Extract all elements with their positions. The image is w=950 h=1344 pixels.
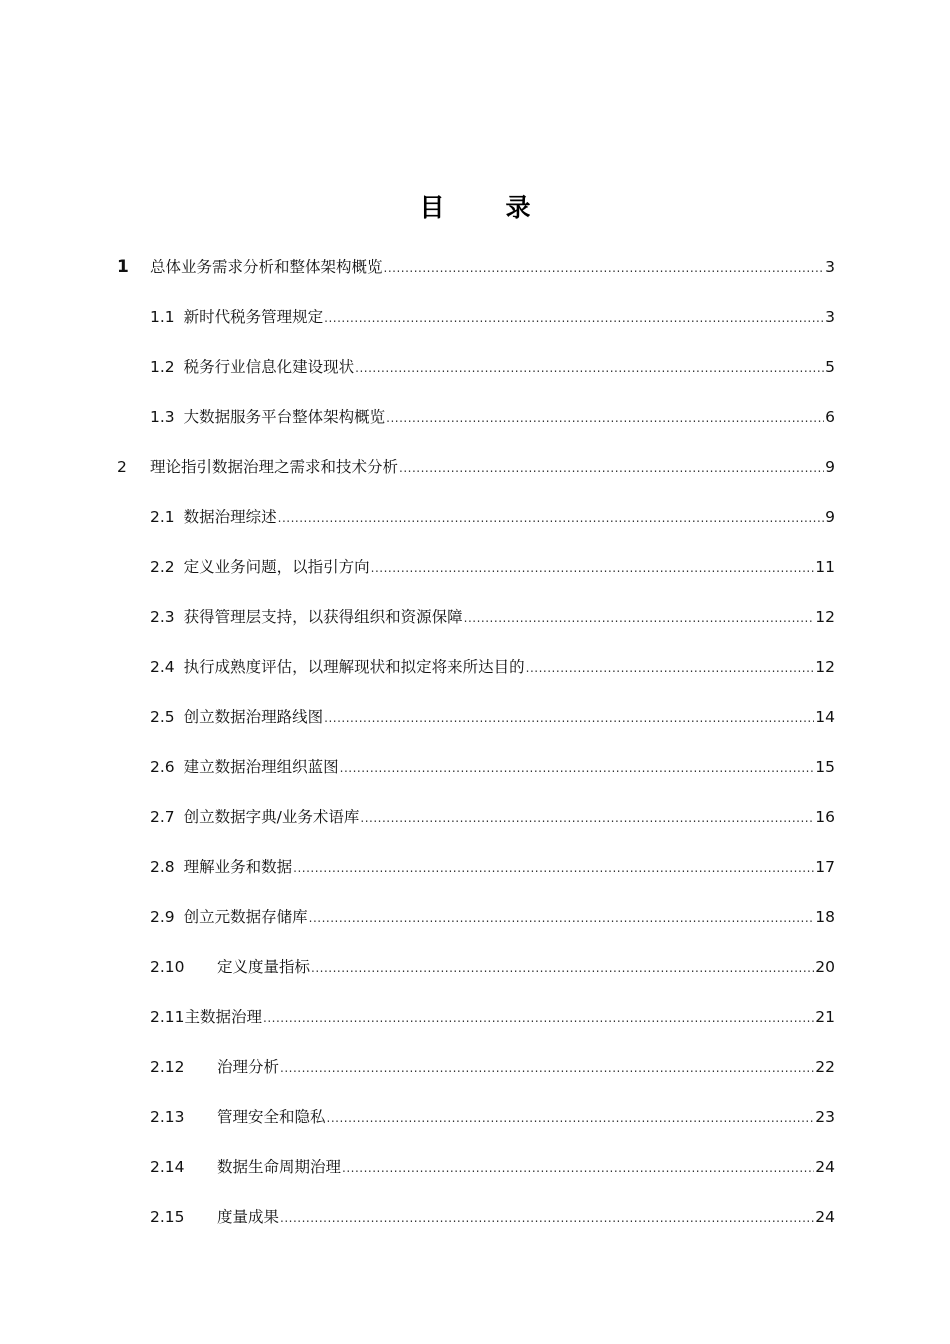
toc-entry-page: 12 [815,608,835,626]
toc-entry-page: 14 [815,708,835,726]
dot-leader [384,253,825,283]
toc-entry[interactable] [117,1202,835,1232]
toc-entry-text: 执行成熟度评估，以理解现状和拟定将来所达目的 [183,658,525,676]
toc-entry-page: 9 [825,508,835,526]
dot-leader [355,353,824,383]
dot-leader [399,453,824,483]
toc-entry-page: 5 [825,358,835,376]
toc-entry[interactable] [117,802,835,832]
toc-entry-text: 总体业务需求分析和整体架构概览 [150,258,383,276]
toc-entry-page: 6 [825,408,835,426]
toc-entry-text: 度量成果 [217,1208,280,1226]
toc-entry-page: 15 [815,758,835,776]
toc-entry[interactable] [117,852,835,882]
toc-entry-text: 数据治理综述 [183,508,277,526]
toc-title: 目 录 [419,193,549,222]
dot-leader [324,303,824,333]
toc-entry[interactable] [117,652,835,682]
dot-leader [526,653,815,683]
toc-entry-number: 2.10 [150,958,185,976]
dot-leader [280,1053,814,1083]
toc-entry-number: 2.2 [150,558,175,576]
toc-entry[interactable] [117,902,835,932]
dot-leader [464,603,815,633]
toc-entry-page: 9 [825,458,835,476]
toc-entry-text: 创立数据治理路线图 [183,708,324,726]
dot-leader [309,903,815,933]
toc-entry-number: 2.4 [150,658,175,676]
toc-entry-text: 定义业务问题，以指引方向 [183,558,370,576]
dot-leader [324,703,814,733]
toc-entry-text: 数据生命周期治理 [217,1158,342,1176]
toc-entry[interactable] [117,1102,835,1132]
toc-entry-text: 税务行业信息化建设现状 [183,358,355,376]
dot-leader [342,1153,814,1183]
toc-entry-page: 18 [815,908,835,926]
toc-entry-text: 理论指引数据治理之需求和技术分析 [150,458,399,476]
toc-entry-number: 2.12 [150,1058,185,1076]
toc-entry-page: 3 [825,308,835,326]
toc-entry-page: 11 [815,558,835,576]
toc-entry-text: 主数据治理 [184,1008,263,1026]
toc-entry-page: 17 [815,858,835,876]
dot-leader [263,1003,814,1033]
toc-entry[interactable] [117,702,835,732]
toc-entry-text: 管理安全和隐私 [217,1108,326,1126]
toc-entry-page: 20 [815,958,835,976]
dot-leader [311,953,814,983]
toc-entry-page: 21 [815,1008,835,1026]
toc-entry-page: 24 [815,1158,835,1176]
toc-entry-number: 2.1 [150,508,175,526]
toc-entry[interactable] [117,1052,835,1082]
toc-entry-page: 23 [815,1108,835,1126]
toc-entry-page: 16 [815,808,835,826]
toc-entry[interactable] [117,752,835,782]
dot-leader [327,1103,815,1133]
toc-entry-page: 24 [815,1208,835,1226]
toc-entry[interactable] [117,352,835,382]
toc-entry[interactable] [117,1002,835,1032]
toc-entry-text: 获得管理层支持，以获得组织和资源保障 [183,608,463,626]
dot-leader [371,553,815,583]
toc-entry-text: 创立数据字典/业务术语库 [183,808,360,826]
toc-entry-number: 2.3 [150,608,175,626]
toc-entry[interactable] [117,252,835,282]
toc-entry[interactable] [117,602,835,632]
toc-entry-page: 12 [815,658,835,676]
toc-entry[interactable] [117,402,835,432]
toc-entry-text: 定义度量指标 [217,958,311,976]
toc-entry-number: 2.8 [150,858,175,876]
dot-leader [386,403,824,433]
toc-entry-number: 2.13 [150,1108,185,1126]
toc-entry-text: 大数据服务平台整体架构概览 [183,408,386,426]
toc-entry-text: 理解业务和数据 [183,858,293,876]
toc-entry-number: 2.11 [150,1008,185,1026]
toc-entry[interactable] [117,1152,835,1182]
toc-entry-number: 1.1 [150,308,175,326]
toc-entry[interactable] [117,452,835,482]
toc-entry-number: 2 [117,458,127,476]
toc-entry-number: 2.5 [150,708,175,726]
toc-entry-text: 建立数据治理组织蓝图 [183,758,339,776]
toc-entry[interactable] [117,952,835,982]
toc-entry-number: 1.3 [150,408,175,426]
toc-entry-number: 2.14 [150,1158,185,1176]
toc-entry[interactable] [117,552,835,582]
toc-entry-text: 治理分析 [217,1058,280,1076]
toc-entry-number: 1 [117,257,129,277]
toc-entry-number: 2.7 [150,808,175,826]
dot-leader [293,853,814,883]
toc-entry-number: 2.6 [150,758,175,776]
toc-entry-text: 新时代税务管理规定 [183,308,324,326]
toc-entry-page: 3 [825,258,835,276]
toc-entry[interactable] [117,502,835,532]
toc-entry[interactable] [117,302,835,332]
toc-entry-number: 2.15 [150,1208,185,1226]
toc-entry-text: 创立元数据存储库 [183,908,308,926]
dot-leader [280,1203,814,1233]
dot-leader [278,503,824,533]
dot-leader [360,803,814,833]
toc-entry-page: 22 [815,1058,835,1076]
dot-leader [340,753,815,783]
toc-entry-number: 1.2 [150,358,175,376]
toc-entry-number: 2.9 [150,908,175,926]
